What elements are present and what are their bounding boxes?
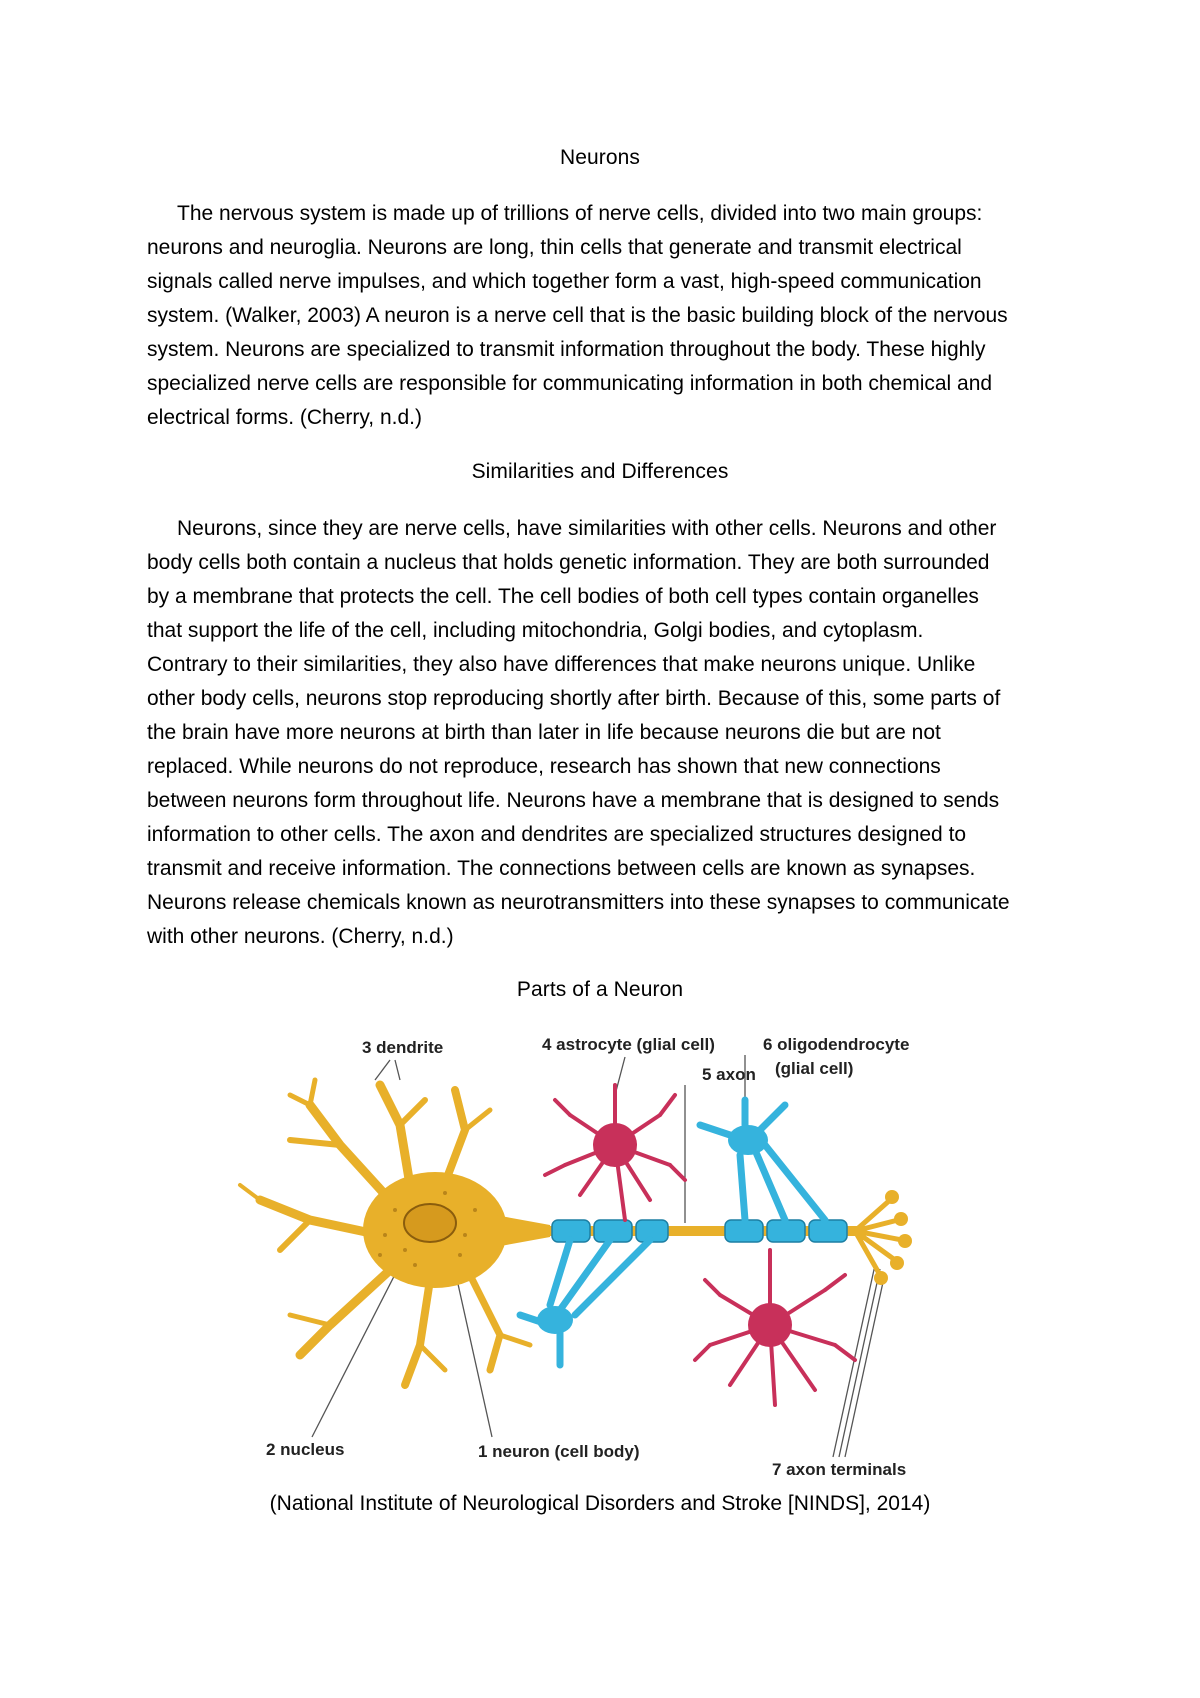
neuron-diagram	[230, 1025, 990, 1480]
label-axon: 5 axon	[702, 1065, 756, 1084]
paragraph-line: system. (Walker, 2003) A neuron is a nerve cell that is the basic building block of the nervous	[147, 304, 1008, 327]
paragraph-line: Contrary to their similarities, they also have differences that make neurons unique. Unlike	[147, 653, 976, 676]
paragraph-line: that support the life of the cell, including mitochondria, Golgi bodies, and cytoplasm.	[147, 619, 924, 642]
axon-hillock	[495, 1215, 550, 1247]
paragraph-line: by a membrane that protects the cell. The cell bodies of both cell types contain organelles	[147, 585, 979, 608]
paragraph-line: with other neurons. (Cherry, n.d.)	[147, 925, 454, 948]
paragraph-line: specialized nerve cells are responsible for communicating information in both chemical and	[147, 372, 993, 395]
nucleus	[404, 1204, 456, 1242]
similarities-paragraph	[147, 512, 1077, 954]
paragraph-line: replaced. While neurons do not reproduce, research has shown that new connections	[147, 755, 941, 778]
oligodendrocyte-body-lower	[537, 1306, 573, 1334]
upper-oligodendrocyte	[700, 1100, 825, 1220]
label-dendrite: 3 dendrite	[362, 1038, 444, 1057]
oligodendrocyte-body-upper	[728, 1125, 768, 1155]
paragraph-line: signals called nerve impulses, and which together form a vast, high-speed communication	[147, 270, 982, 293]
paragraph-line: information to other cells. The axon and dendrites are specialized structures designed to	[147, 823, 967, 846]
label-astrocyte: 4 astrocyte (glial cell)	[542, 1035, 715, 1054]
paragraph-line: the brain have more neurons at birth than later in life because neurons die but are not	[147, 721, 941, 744]
lower-oligodendrocyte	[520, 1240, 650, 1365]
paragraph-line: neurons and neuroglia. Neurons are long, thin cells that generate and transmit electrical	[147, 236, 962, 259]
section-heading: Similarities and Differences	[471, 460, 729, 483]
intro-paragraph	[147, 197, 1077, 435]
label-nucleus: 2 nucleus	[266, 1440, 345, 1459]
paragraph-line: transmit and receive information. The connections between cells are known as synapses.	[147, 857, 976, 880]
figure-caption: (National Institute of Neurological Disorders and Stroke [NINDS], 2014)	[269, 1492, 931, 1515]
paragraph-line: system. Neurons are specialized to transmit information throughout the body. These highly	[147, 338, 986, 361]
paragraph-line: body cells both contain a nucleus that holds genetic information. They are both surrounded	[147, 551, 990, 574]
label-axon-terminals: 7 axon terminals	[772, 1460, 907, 1479]
paragraph-line: electrical forms. (Cherry, n.d.)	[147, 406, 422, 429]
astrocyte-body-upper	[593, 1123, 637, 1167]
label-oligodendrocyte: 6 oligodendrocyte	[763, 1035, 910, 1054]
label-oligodendrocyte-sub: (glial cell)	[775, 1059, 854, 1078]
paragraph-line: Neurons, since they are nerve cells, have similarities with other cells. Neurons and other	[177, 517, 997, 540]
paragraph-line: Neurons release chemicals known as neurotransmitters into these synapses to communicate	[147, 891, 1010, 914]
paragraph-line: other body cells, neurons stop reproducing shortly after birth. Because of this, some parts of	[147, 687, 1001, 710]
astrocyte-body-lower	[748, 1303, 792, 1347]
page-title: Neurons	[559, 146, 641, 169]
paragraph-line: The nervous system is made up of trillions of nerve cells, divided into two main groups:	[177, 202, 983, 225]
label-neuron: 1 neuron (cell body)	[478, 1442, 640, 1461]
figure-heading: Parts of a Neuron	[516, 978, 684, 1001]
paragraph-line: between neurons form throughout life. Neurons have a membrane that is designed to sends	[147, 789, 1000, 812]
